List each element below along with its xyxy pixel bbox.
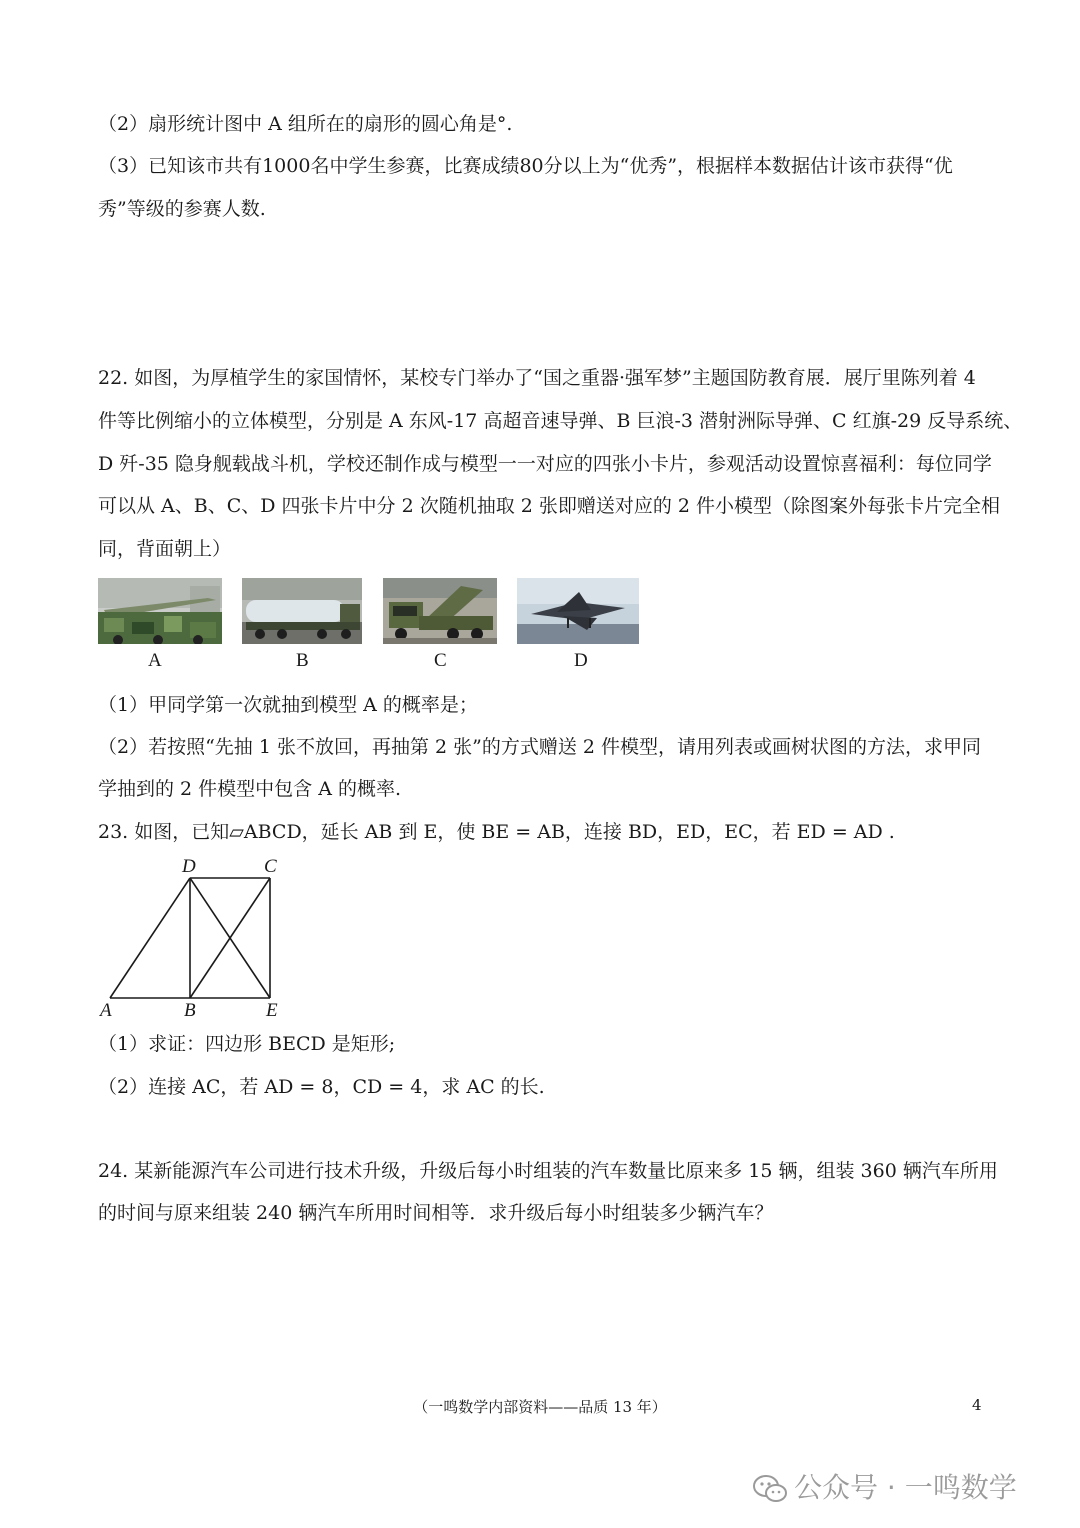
q22-line2: 件等比例缩小的立体模型，分别是 A 东风-17 高超音速导弹、B 巨浪-3 潜射洲际导弹、C 红旗-29 反导系统、 — [98, 410, 1023, 432]
q22-line1: 22. 如图，为厚植学生的家国情怀，某校专门举办了“国之重器·强军梦”主题国防教育展．展厅里陈列着 4 — [98, 367, 976, 389]
missile-truck-photo — [98, 578, 222, 644]
q24-line1: 24. 某新能源汽车公司进行技术升级，升级后每小时组装的汽车数量比原来多 15 辆，组装 360 辆汽车所用 — [98, 1160, 998, 1182]
stealth-fighter-photo — [517, 578, 639, 644]
q22-part2-line2: 学抽到的 2 件模型中包含 A 的概率. — [98, 778, 402, 800]
q24-line2: 的时间与原来组装 240 辆汽车所用时间相等．求升级后每小时组装多少辆汽车？ — [98, 1202, 774, 1224]
q23-line1: 23. 如图，已知▱ABCD，延长 AB 到 E，使 BE = AB，连接 BD，ED，EC，若 ED = AD . — [98, 821, 895, 843]
q21-part3-line2: 秀”等级的参赛人数. — [98, 198, 266, 220]
launcher-truck-photo — [383, 578, 497, 644]
vertex-label-c: C — [264, 856, 277, 877]
vertex-label-e: E — [266, 1000, 278, 1021]
page-number: 4 — [972, 1396, 982, 1414]
image-label-b: B — [296, 650, 309, 671]
q22-line5: 同，背面朝上） — [98, 538, 232, 560]
missile-transporter-photo — [242, 578, 362, 644]
watermark: 公众号 · 一鸣数学 — [752, 1466, 1017, 1506]
wechat-icon — [752, 1474, 788, 1504]
q22-part1: （1）甲同学第一次就抽到模型 A 的概率是； — [98, 694, 478, 716]
q23-part1: （1）求证：四边形 BECD 是矩形; — [98, 1033, 396, 1055]
vertex-label-b: B — [184, 1000, 196, 1021]
q22-line3: D 歼-35 隐身舰载战斗机，学校还制作成与模型一一对应的四张小卡片，参观活动设置惊喜福利：每位同学 — [98, 453, 992, 475]
vertex-label-d: D — [182, 856, 196, 877]
q21-part2: （2）扇形统计图中 A 组所在的扇形的圆心角是°. — [98, 113, 513, 135]
image-label-a: A — [148, 650, 162, 671]
q21-part3-line1: （3）已知该市共有1000名中学生参赛，比赛成绩80分以上为“优秀”，根据样本数据估计该市获得“优 — [98, 155, 953, 177]
parallelogram-diagram — [96, 852, 296, 1022]
q23-part2: （2）连接 AC，若 AD = 8，CD = 4，求 AC 的长. — [98, 1076, 545, 1098]
image-label-c: C — [434, 650, 447, 671]
q22-line4: 可以从 A、B、C、D 四张卡片中分 2 次随机抽取 2 张即赠送对应的 2 件小模型（除图案外每张卡片完全相 — [98, 495, 1001, 517]
vertex-label-a: A — [100, 1000, 112, 1021]
q22-part2-line1: （2）若按照“先抽 1 张不放回，再抽第 2 张”的方式赠送 2 件模型，请用列表或画树状图的方法，求甲同 — [98, 736, 982, 758]
page-footer: （一鸣数学内部资料——品质 13 年） — [413, 1398, 667, 1416]
image-label-d: D — [574, 650, 588, 671]
